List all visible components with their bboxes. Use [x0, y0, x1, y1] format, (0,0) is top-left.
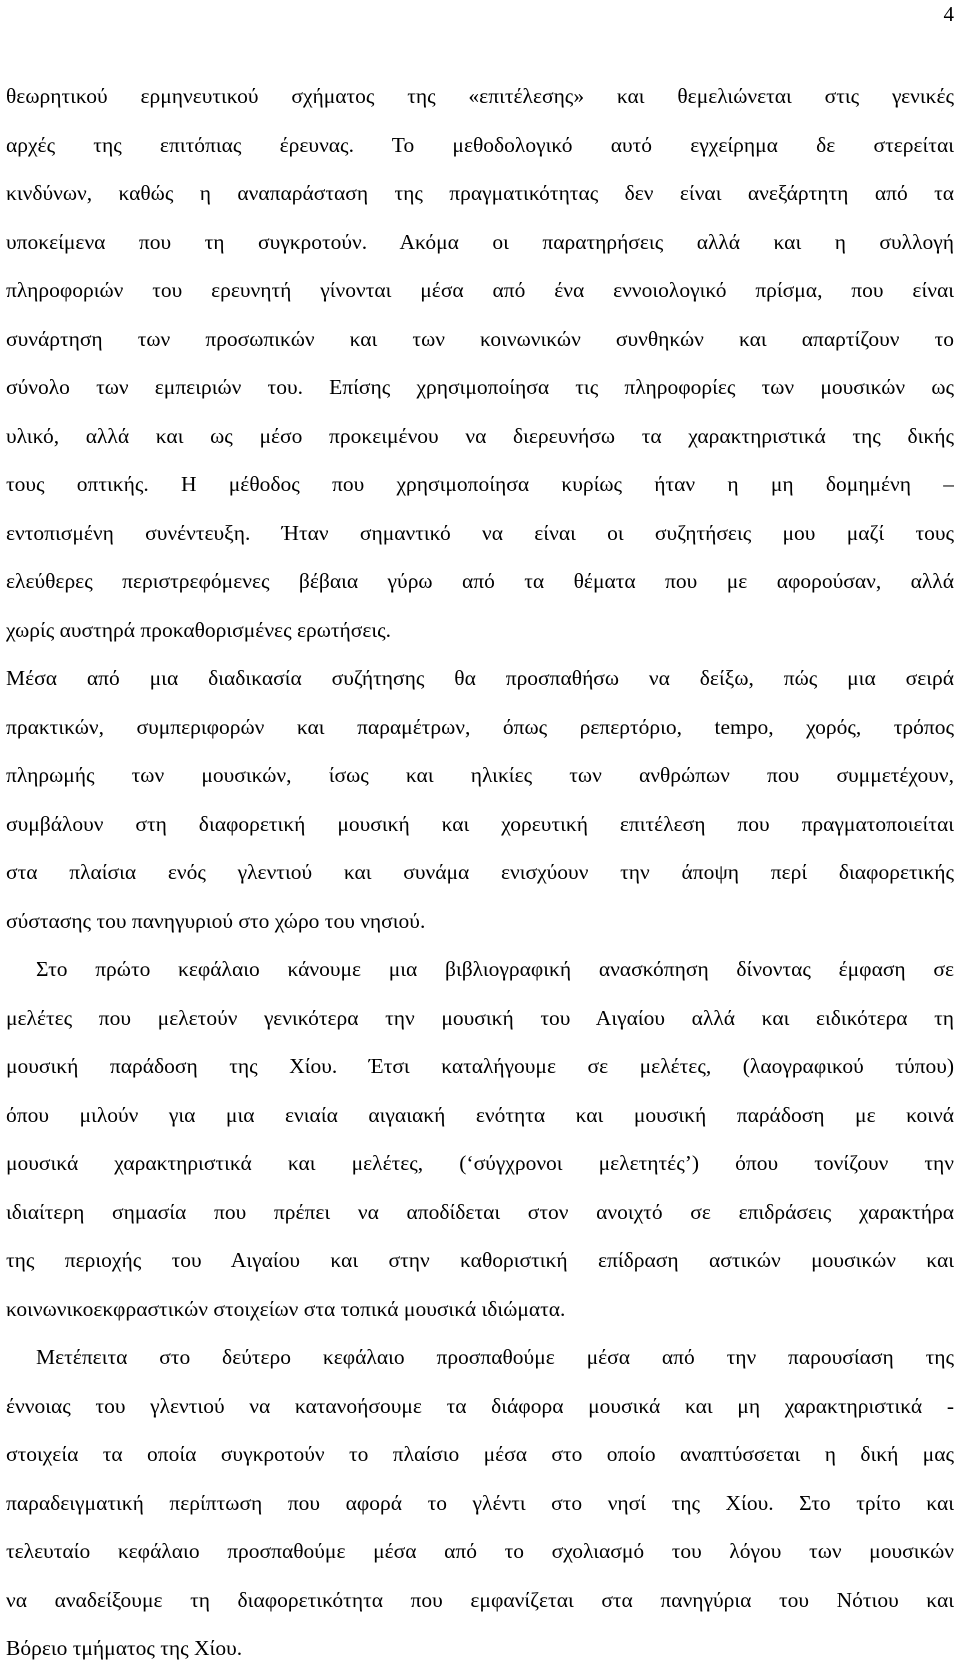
text-line: να αναδείξουμε τη διαφορετικότητα που εμφανίζεται στα πανηγύρια του Νότιου και — [6, 1587, 954, 1612]
text-line: Μέσα από μια διαδικασία συζήτησης θα προσπαθήσω να δείξω, πώς μια σειρά — [6, 666, 954, 690]
text-line: αρχές της επιτόπιας έρευνας. Το μεθοδολογικό αυτό εγχείρημα δε στερείται — [6, 132, 954, 157]
text-line: μελέτες που μελετούν γενικότερα την μουσική του Αιγαίου αλλά και ειδικότερα τη — [6, 1005, 954, 1030]
text-line: συνάρτηση των προσωπικών και των κοινωνικών συνθηκών και απαρτίζουν το — [6, 326, 954, 351]
text-line: της περιοχής του Αιγαίου και στην καθοριστική επίδραση αστικών μουσικών και — [6, 1248, 954, 1272]
text-line: μουσικά χαρακτηριστικά και μελέτες, (‘σύγχρονοι μελετητές’) όπου τονίζουν την — [6, 1151, 954, 1175]
text-line: υλικό, αλλά και ως μέσο προκειμένου να διερευνήσω τα χαρακτηριστικά της δικής — [6, 423, 954, 448]
text-line: ελεύθερες περιστρεφόμενες βέβαια γύρω από τα θέματα που με αφορούσαν, αλλά — [6, 569, 954, 593]
text-line: συμβάλουν στη διαφορετική μουσική και χορευτική επιτέλεση που πραγματοποιείται — [6, 811, 954, 836]
text-line: Μετέπειτα στο δεύτερο κεφάλαιο προσπαθούμε μέσα από την παρουσίαση της — [36, 1345, 954, 1369]
page-number: 4 — [943, 2, 954, 26]
text-line: στοιχεία τα οποία συγκροτούν το πλαίσιο μέσα στο οποίο αναπτύσσεται η δική μας — [6, 1442, 954, 1466]
text-line: πληροφοριών του ερευνητή γίνονται μέσα από ένα εννοιολογικό πρίσμα, που είναι — [6, 278, 954, 302]
text-line: Στο πρώτο κεφάλαιο κάνουμε μια βιβλιογραφική ανασκόπηση δίνοντας έμφαση σε — [36, 957, 954, 981]
text-line: τους οπτικής. Η μέθοδος που χρησιμοποίησα κυρίως ήταν η μη δομημένη – — [6, 472, 954, 496]
text-line: κοινωνικοεκφραστικών στοιχείων στα τοπικά μουσικά ιδιώματα. — [6, 1296, 566, 1321]
text-line: πρακτικών, συμπεριφορών και παραμέτρων, όπως ρεπερτόριο, tempo, χορός, τρόπος — [6, 714, 954, 739]
text-line: πληρωμής των μουσικών, ίσως και ηλικίες των ανθρώπων που συμμετέχουν, — [6, 763, 954, 787]
body-text — [6, 72, 954, 1673]
text-line: Βόρειο τμήματος της Χίου. — [6, 1636, 243, 1660]
text-line: θεωρητικού ερμηνευτικού σχήματος της «επιτέλεσης» και θεμελιώνεται στις γενικές — [6, 84, 954, 108]
text-line: έννοιας του γλεντιού να κατανοήσουμε τα διάφορα μουσικά και μη χαρακτηριστικά - — [6, 1393, 954, 1418]
text-line: υποκείμενα που τη συγκροτούν. Ακόμα οι παρατηρήσεις αλλά και η συλλογή — [6, 229, 954, 254]
text-line: μουσική παράδοση της Χίου. Έτσι καταλήγουμε σε μελέτες, (λαογραφικού τύπου) — [6, 1054, 954, 1078]
text-line: σύνολο των εμπειριών του. Επίσης χρησιμοποίησα τις πληροφορίες των μουσικών ως — [6, 375, 954, 399]
text-line: ιδιαίτερη σημασία που πρέπει να αποδίδεται στον ανοιχτό σε επιδράσεις χαρακτήρα — [6, 1199, 954, 1224]
text-line: όπου μιλούν για μια ενιαία αιγαιακή ενότητα και μουσική παράδοση με κοινά — [6, 1102, 954, 1127]
text-line: παραδειγματική περίπτωση που αφορά το γλέντι στο νησί της Χίου. Στο τρίτο και — [6, 1490, 954, 1515]
text-line: εντοπισμένη συνέντευξη. Ήταν σημαντικό να είναι οι συζητήσεις μου μαζί τους — [6, 520, 954, 545]
text-line: κινδύνων, καθώς η αναπαράσταση της πραγματικότητας δεν είναι ανεξάρτητη από τα — [6, 181, 954, 205]
text-line: χωρίς αυστηρά προκαθορισμένες ερωτήσεις. — [6, 617, 392, 642]
text-line: στα πλαίσια ενός γλεντιού και συνάμα ενισχύουν την άποψη περί διαφορετικής — [6, 860, 954, 884]
text-line: τελευταίο κεφάλαιο προσπαθούμε μέσα από το σχολιασμό του λόγου των μουσικών — [6, 1539, 954, 1563]
text-line: σύστασης του πανηγυριού στο χώρο του νησιού. — [6, 908, 426, 933]
